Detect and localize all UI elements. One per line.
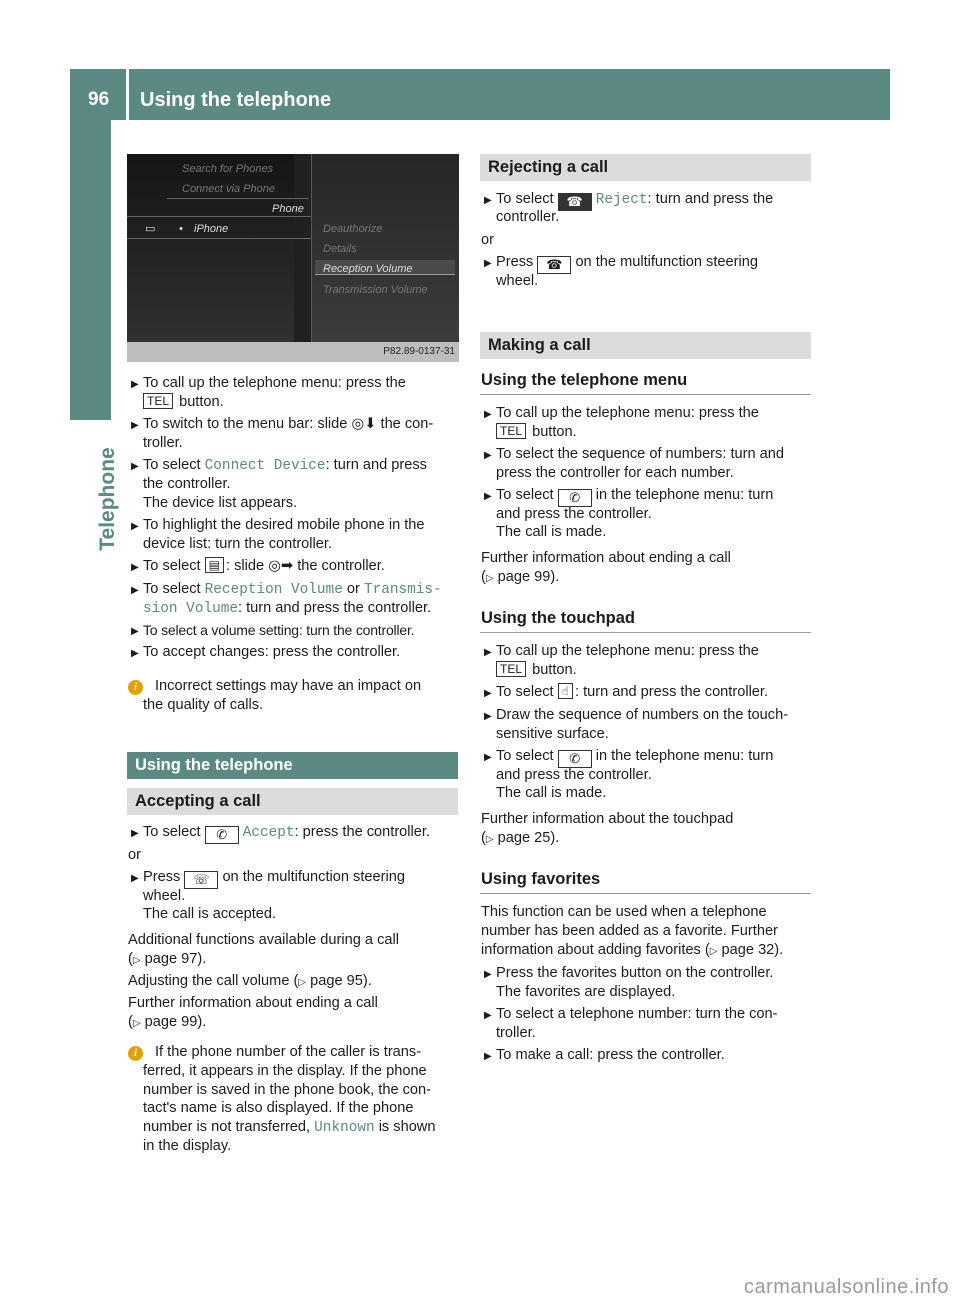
- figure-code: P82.89-0137-31: [383, 346, 455, 357]
- info-note-caller: i If the phone number of the caller is trans-: [128, 1043, 143, 1062]
- step-text: The call is made.: [496, 785, 607, 801]
- step-arrow-icon: ▶: [484, 491, 492, 502]
- page-ref-arrow-icon: ▷: [485, 834, 494, 845]
- step-switch-menubar: ▶ To switch to the menu bar: slide ◎⬇ the con-: [131, 416, 434, 432]
- heading-touchpad: Using the touchpad: [481, 609, 635, 627]
- screen-divider: [127, 238, 311, 239]
- favorites-intro: number has been added as a favorite. Further: [481, 923, 778, 939]
- heading-rule: [480, 394, 811, 395]
- step-arrow-icon: ▶: [484, 647, 492, 658]
- step-accept-changes: ▶ To accept changes: press the controller.: [131, 644, 401, 660]
- step-fav-press: ▶ Press the favorites button on the controller.: [484, 965, 774, 981]
- step-text: the controller.: [143, 476, 231, 492]
- screen-menu-reception-volume: Reception Volume: [323, 263, 413, 275]
- step-text: The call is made.: [496, 524, 607, 540]
- accept-call-icon: ✆: [205, 826, 239, 844]
- step-text: press the controller for each number.: [496, 465, 734, 481]
- page-header: [70, 69, 890, 120]
- further-info-text: Further information about ending a call: [128, 995, 378, 1011]
- reject-call-icon: ☎: [558, 193, 592, 211]
- section-using-telephone: Using the telephone: [127, 752, 458, 779]
- transmission-volume-label: Transmis‐: [363, 582, 442, 598]
- step-volume-setting: ▶ To select a volume setting: turn the controller.: [131, 622, 415, 638]
- header-separator: [126, 69, 129, 120]
- step-arrow-icon: ▶: [131, 585, 139, 596]
- section-accepting-call: Accepting a call: [127, 788, 458, 815]
- step-arrow-icon: ▶: [131, 521, 139, 532]
- heading-rule: [480, 893, 811, 894]
- connect-device-label: Connect Device: [204, 458, 326, 474]
- telephone-menu-screenshot: [127, 154, 459, 362]
- call-icon: ✆: [558, 750, 592, 768]
- step-touch-select-call: ▶ To select ✆ in the telephone menu: turn: [484, 748, 774, 766]
- page-ref[interactable]: (▷ page 99).: [481, 569, 560, 585]
- page-ref[interactable]: (▷ page 99).: [128, 1014, 207, 1030]
- step-accept-select: ▶ To select ✆ Accept: press the controller.: [131, 824, 431, 842]
- step-text: troller.: [143, 435, 183, 451]
- favorites-intro: This function can be used when a telephone: [481, 904, 767, 920]
- page-ref-arrow-icon: ▷: [298, 977, 307, 988]
- step-fav-select: ▶ To select a telephone number: turn the con-: [484, 1006, 778, 1022]
- steering-reject-icon: ☎: [537, 256, 571, 274]
- or-text: or: [128, 847, 141, 863]
- step-call-menu: ▶ To call up the telephone menu: press the: [131, 375, 406, 391]
- step-arrow-icon: ▶: [131, 648, 139, 659]
- screen-menu-connect: Connect via Phone: [182, 183, 275, 195]
- volume-ref-text[interactable]: Adjusting the call volume (▷ page 95).: [128, 973, 372, 989]
- step-text: wheel.: [496, 273, 539, 289]
- step-text: The call is accepted.: [143, 906, 277, 922]
- step-text: TEL button.: [496, 423, 577, 442]
- step-text: and press the controller.: [496, 767, 652, 783]
- page-ref-arrow-icon: ▷: [709, 946, 718, 957]
- step-reject-press: ▶ Press ☎ on the multifunction steering: [484, 254, 758, 272]
- step-arrow-icon: ▶: [131, 626, 139, 637]
- step-text: TEL button.: [496, 661, 577, 680]
- step-arrow-icon: ▶: [484, 1010, 492, 1021]
- screen-divider: [127, 216, 311, 217]
- page-ref[interactable]: (▷ page 25).: [481, 830, 560, 846]
- step-highlight-phone: ▶ To highlight the desired mobile phone in the: [131, 517, 425, 533]
- step-touch-call-up: ▶ To call up the telephone menu: press the: [484, 643, 759, 659]
- steering-accept-icon: ☏: [184, 871, 218, 889]
- screen-menu-details: Details: [323, 243, 357, 255]
- page-ref[interactable]: (▷ page 97).: [128, 951, 207, 967]
- screen-phone-header: Phone: [272, 203, 304, 215]
- step-reject-select: ▶ To select ☎ Reject: turn and press the: [484, 191, 774, 209]
- screen-device-row: iPhone: [194, 223, 229, 235]
- favorites-intro[interactable]: information about adding favorites (▷ page 32).: [481, 942, 784, 958]
- step-arrow-icon: ▶: [484, 450, 492, 461]
- step-arrow-icon: ▶: [484, 711, 492, 722]
- heading-favorites: Using favorites: [481, 870, 601, 888]
- step-arrow-icon: ▶: [131, 873, 139, 884]
- info-text: number is saved in the phone book, the con-: [143, 1082, 432, 1098]
- step-touch-select: ▶ To select ☝ : turn and press the controller.: [484, 684, 769, 700]
- controller-slide-down-icon: ◎⬇: [351, 416, 377, 432]
- reception-volume-label: Reception Volume: [204, 582, 343, 598]
- step-arrow-icon: ▶: [131, 379, 139, 390]
- info-text: in the display.: [143, 1138, 232, 1154]
- touchpad-hand-icon: ☝: [558, 683, 573, 699]
- step-arrow-icon: ▶: [484, 258, 492, 269]
- step-arrow-icon: ▶: [484, 409, 492, 420]
- step-text: controller.: [496, 209, 560, 225]
- step-reception-volume: ▶ To select Reception Volume or Transmis‐: [131, 581, 442, 598]
- info-text: the quality of calls.: [143, 697, 264, 713]
- heading-rule: [480, 632, 811, 633]
- step-arrow-icon: ▶: [131, 461, 139, 472]
- step-text: sensitive surface.: [496, 726, 609, 742]
- screen-device-icon: ▭: [145, 223, 156, 235]
- step-menu-sequence: ▶ To select the sequence of numbers: turn and: [484, 446, 784, 462]
- step-touch-draw: ▶ Draw the sequence of numbers on the touch-: [484, 707, 789, 723]
- page-ref-arrow-icon: ▷: [485, 573, 494, 584]
- side-tab: [70, 120, 111, 420]
- info-text: ferred, it appears in the display. If the phone: [143, 1063, 427, 1079]
- screen-menu-deauthorize: Deauthorize: [323, 223, 383, 235]
- step-text: device list: turn the controller.: [143, 536, 332, 552]
- unknown-label: Unknown: [314, 1120, 375, 1136]
- step-arrow-icon: ▶: [131, 420, 139, 431]
- step-arrow-icon: ▶: [484, 195, 492, 206]
- step-arrow-icon: ▶: [131, 562, 139, 573]
- step-connect-device: ▶ To select Connect Device: turn and press: [131, 457, 427, 474]
- step-arrow-icon: ▶: [131, 828, 139, 839]
- step-accept-press: ▶ Press ☏ on the multifunction steering: [131, 869, 405, 887]
- step-call-menu-cont: TEL button.: [143, 393, 224, 412]
- call-icon: ✆: [558, 489, 592, 507]
- tel-key-icon: TEL: [496, 423, 526, 439]
- step-text: The favorites are displayed.: [496, 984, 676, 1000]
- heading-telephone-menu: Using the telephone menu: [481, 371, 688, 389]
- step-text: The device list appears.: [143, 495, 298, 511]
- step-menu-select-call: ▶ To select ✆ in the telephone menu: turn: [484, 487, 774, 505]
- further-info-text: Further information about the touchpad: [481, 811, 734, 827]
- screen-menu-transmission-volume: Transmission Volume: [323, 284, 428, 296]
- step-fav-call: ▶ To make a call: press the controller.: [484, 1047, 725, 1063]
- step-text: and press the controller.: [496, 506, 652, 522]
- screen-device-dot: •: [179, 223, 183, 235]
- step-menu-call-up: ▶ To call up the telephone menu: press the: [484, 405, 759, 421]
- watermark: carmanualsonline.info: [743, 1276, 949, 1299]
- step-text: wheel.: [143, 888, 186, 904]
- accept-label: Accept: [242, 825, 295, 841]
- or-text: or: [481, 232, 494, 248]
- controller-slide-right-icon: ◎➡: [268, 558, 294, 574]
- tel-key-icon: TEL: [496, 661, 526, 677]
- step-arrow-icon: ▶: [484, 752, 492, 763]
- info-icon: i: [128, 1046, 143, 1061]
- screen-menu-search: Search for Phones: [182, 163, 274, 175]
- page-ref-arrow-icon: ▷: [132, 1018, 141, 1029]
- page-title: Using the telephone: [140, 89, 332, 111]
- info-text: number is not transferred, Unknown is shown: [143, 1119, 436, 1136]
- screen-divider: [167, 198, 309, 199]
- info-text: tact's name is also displayed. If the phone: [143, 1100, 414, 1116]
- step-arrow-icon: ▶: [484, 688, 492, 699]
- side-label: Telephone: [96, 447, 119, 551]
- page-ref-arrow-icon: ▷: [132, 955, 141, 966]
- step-text: troller.: [496, 1025, 536, 1041]
- tel-key-icon: TEL: [143, 393, 173, 409]
- section-rejecting-call: Rejecting a call: [480, 154, 811, 181]
- section-making-call: Making a call: [480, 332, 811, 359]
- info-icon: i: [128, 680, 143, 695]
- phone-menu-icon: ▤: [205, 557, 224, 573]
- step-select-menu-icon: ▶ To select ▤ : slide ◎➡ the controller.: [131, 558, 385, 574]
- reject-label: Reject: [595, 192, 648, 208]
- step-arrow-icon: ▶: [484, 1051, 492, 1062]
- page-number: 96: [88, 89, 110, 110]
- step-arrow-icon: ▶: [484, 969, 492, 980]
- step-text: sion Volume: turn and press the controller.: [143, 600, 432, 617]
- further-info-text: Further information about ending a call: [481, 550, 731, 566]
- additional-functions-text: Additional functions available during a call: [128, 932, 399, 948]
- info-note-settings: i Incorrect settings may have an impact on: [128, 677, 143, 696]
